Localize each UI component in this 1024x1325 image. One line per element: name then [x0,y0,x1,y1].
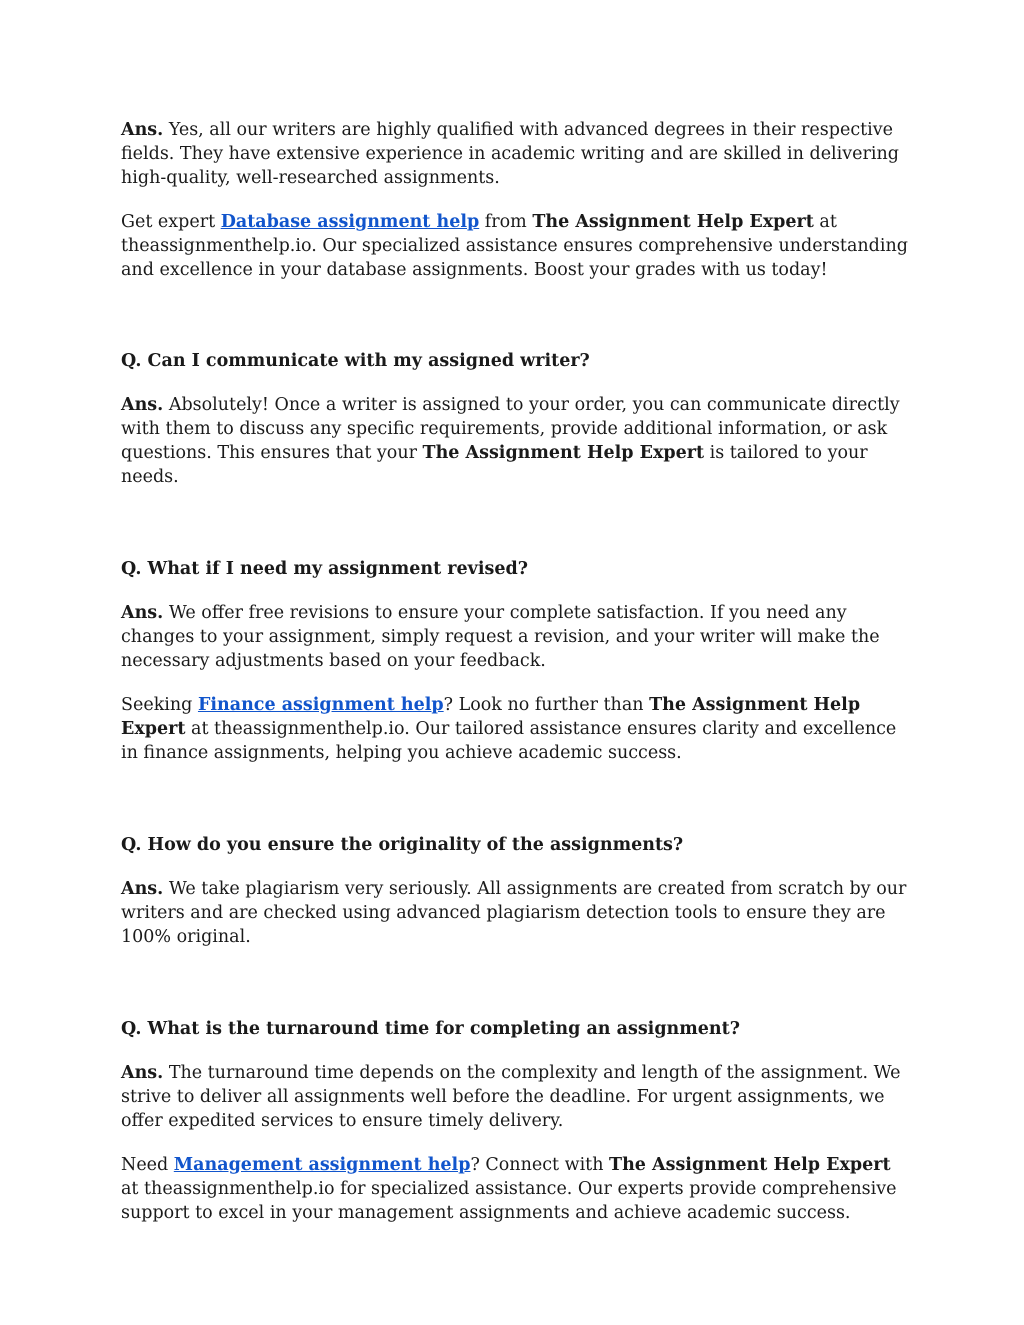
database-assignment-help-link[interactable]: Database assignment help [220,212,480,232]
answer-paragraph [121,118,911,190]
answer-text: The turnaround time depends on the complexity and length of the assignment. We strive to deliver all assignments well before the deadline. For urgent assignments, we offer expedited services to ensure timely delivery. [121,1063,901,1131]
promo-paragraph [121,210,911,282]
answer-label: Ans. [121,603,164,623]
promo-paragraph [121,693,911,765]
promo-text-before: Seeking [121,695,198,715]
answer-label: Ans. [121,120,164,140]
answer-paragraph [121,877,911,949]
answer-text: We take plagiarism very seriously. All assignments are created from scratch by our writers and are checked using advanced plagiarism detection tools to ensure they are 100% original. [121,879,907,947]
brand-name: The Assignment Help Expert [532,212,814,232]
answer-label: Ans. [121,879,164,899]
management-assignment-help-link[interactable]: Management assignment help [173,1155,471,1175]
promo-paragraph [121,1153,911,1225]
brand-name: The Assignment Help Expert [121,695,861,739]
promo-text-middle: ? Look no further than [443,695,650,715]
promo-text-middle: from [479,212,533,232]
question-heading: Q. What if I need my assignment revised? [121,559,528,579]
promo-text-before: Get expert [121,212,221,232]
question-heading: Q. How do you ensure the originality of the assignments? [121,835,684,855]
question-heading: Q. Can I communicate with my assigned writer? [121,351,590,371]
answer-paragraph [121,393,911,489]
answer-label: Ans. [121,1063,164,1083]
document-page [121,118,911,1245]
answer-label: Ans. [121,395,164,415]
brand-name: The Assignment Help Expert [609,1155,891,1175]
answer-paragraph [121,1061,911,1133]
finance-assignment-help-link[interactable]: Finance assignment help [197,695,444,715]
promo-text-middle: ? Connect with [470,1155,610,1175]
question-heading: Q. What is the turnaround time for completing an assignment? [121,1019,740,1039]
promo-text-after: at theassignmenthelp.io. Our specialized assistance ensures comprehensive understanding and excellence in your database assignments. Boost your grades with us today! [121,212,908,280]
answer-text: Absolutely! Once a writer is assigned to your order, you can communicate directly with them to discuss any specific requirements, provide additional information, or ask questions. This ensures that your [121,395,900,463]
answer-text: We offer free revisions to ensure your complete satisfaction. If you need any changes to your assignment, simply request a revision, and your writer will make the necessary adjustments based on your feedback. [121,603,880,671]
answer-text-after: is tailored to your needs. [121,443,868,487]
answer-paragraph [121,601,911,673]
promo-text-after: at theassignmenthelp.io. Our tailored assistance ensures clarity and excellence in finance assignments, helping you achieve academic success. [121,719,897,763]
promo-text-before: Need [121,1155,174,1175]
promo-text-after: at theassignmenthelp.io for specialized assistance. Our experts provide comprehensive support to excel in your management assignments and achieve academic success. [121,1179,897,1223]
answer-text: Yes, all our writers are highly qualified with advanced degrees in their respective fields. They have extensive experience in academic writing and are skilled in delivering high-quality, well-researched assignments. [121,120,899,188]
brand-name: The Assignment Help Expert [422,443,705,463]
